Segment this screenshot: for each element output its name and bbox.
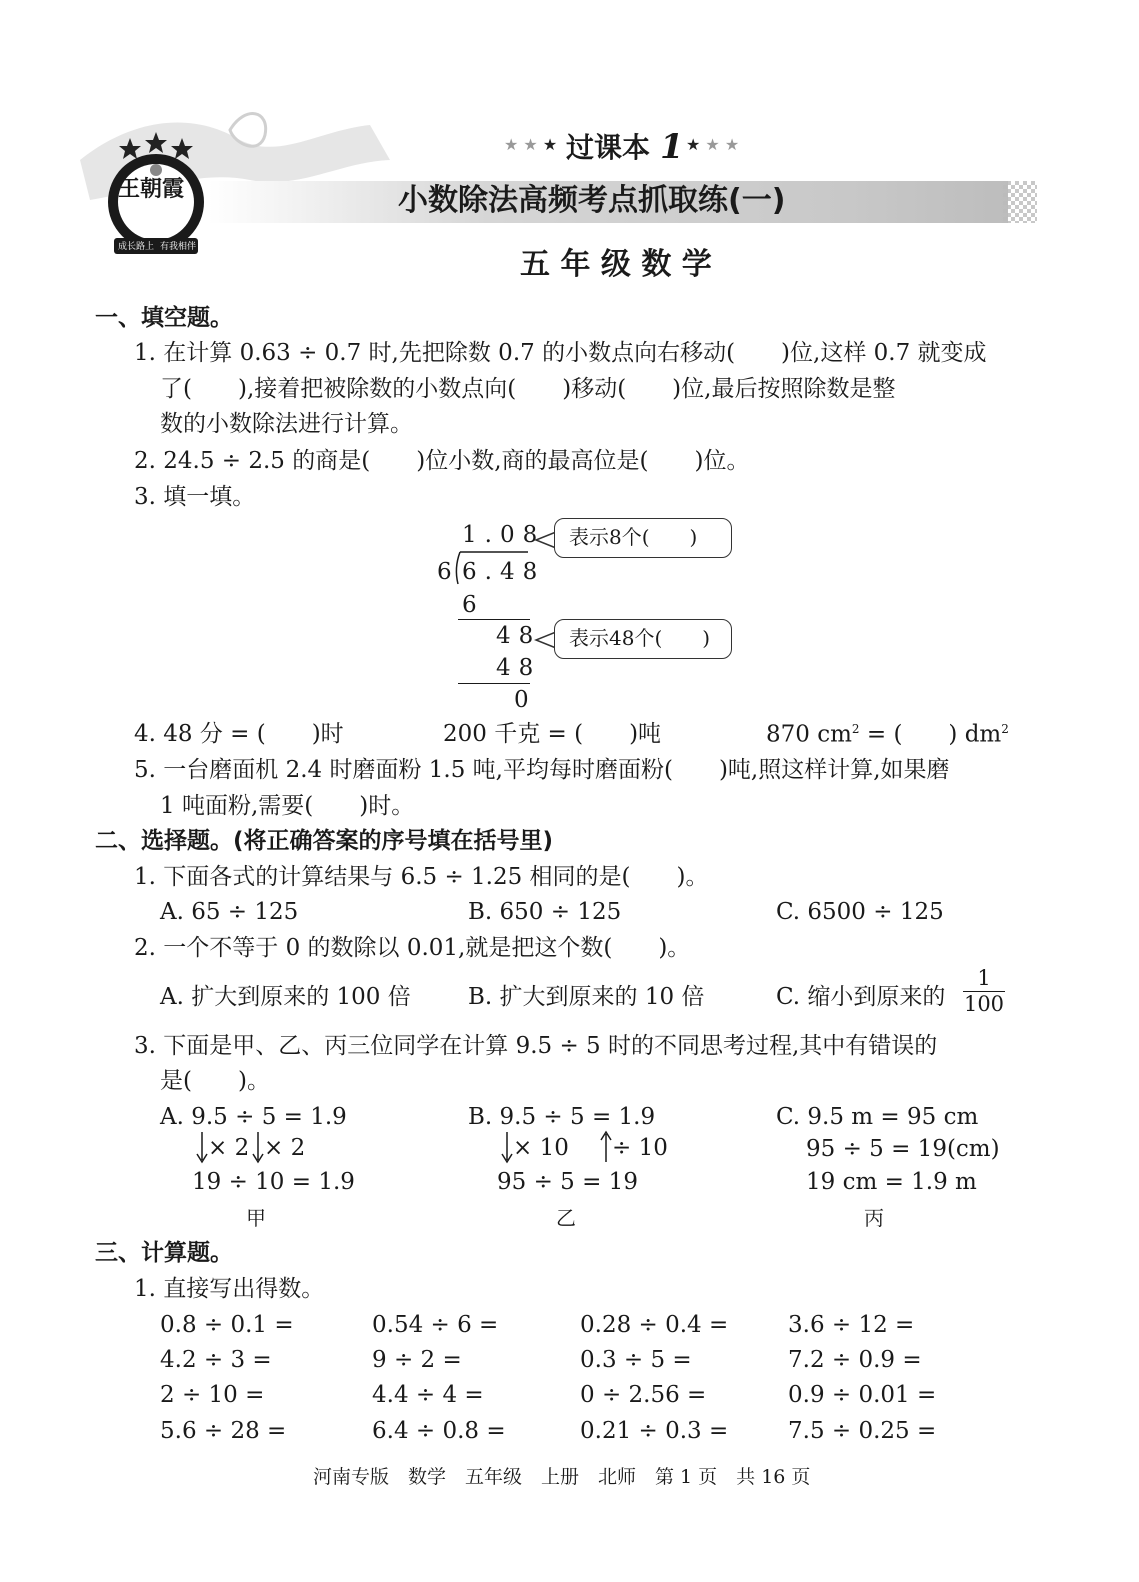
checker-decoration [1003, 181, 1037, 223]
s2-q3-c-line3: 19 cm = 1.9 m [806, 1169, 977, 1195]
s1-q3: 3. 填一填。 [134, 484, 256, 510]
division-remainder: 0 [514, 687, 529, 713]
s2-q1: 1. 下面各式的计算结果与 6.5 ÷ 1.25 相同的是( )。 [134, 864, 709, 890]
s1-q1-line2: 了( ),接着把被除数的小数点向( )移动( )位,最后按照除数是整 [160, 376, 896, 402]
s3-q1: 1. 直接写出得数。 [134, 1276, 325, 1302]
s2-q1-option-c: C. 6500 ÷ 125 [776, 899, 944, 925]
s2-q3-a-name: 甲 [246, 1206, 266, 1230]
page-footer: 河南专版 数学 五年级 上册 北师 第 1 页 共 16 页 [313, 1466, 811, 1488]
division-dividend: 6.48 [462, 559, 546, 585]
s2-q1-option-b: B. 650 ÷ 125 [468, 899, 622, 925]
division-step1: 6 [462, 592, 477, 618]
division-line2 [458, 683, 530, 684]
page-subtitle: 五 年 级 数 学 [520, 247, 712, 282]
s1-q2: 2. 24.5 ÷ 2.5 的商是( )位小数,商的最高位是( )位。 [134, 448, 750, 474]
s2-q2-fraction: $\frac{1}{100}$ [963, 966, 1005, 1016]
s2-q3-line1: 3. 下面是甲、乙、丙三位同学在计算 9.5 ÷ 5 时的不同思考过程,其中有错误的 [134, 1033, 938, 1059]
s2-q2: 2. 一个不等于 0 的数除以 0.01,就是把这个数( )。 [134, 935, 691, 961]
s2-q1-option-a: A. 65 ÷ 125 [160, 899, 299, 925]
s2-q3-a-op1: × 2 [208, 1135, 250, 1161]
division-line1 [458, 619, 530, 620]
section2-heading: 二、选择题。(将正确答案的序号填在括号里) [95, 828, 554, 854]
s2-q2-option-c: C. 缩小到原来的 [776, 984, 946, 1010]
logo-slogan-right: 有我相伴 [160, 242, 197, 252]
s1-q4-c: 870 $cm^2$ = ( ) $dm^2$ [766, 721, 1009, 748]
division-step2: 48 [496, 623, 542, 649]
up-arrow-icon [599, 1130, 613, 1164]
s2-q2-option-a: A. 扩大到原来的 100 倍 [160, 984, 411, 1010]
s1-q1-line1: 1. 在计算 0.63 ÷ 0.7 时,先把除数 0.7 的小数点向右移动( )位,这样 0.7 就变成 [134, 340, 987, 366]
down-arrow-icon [251, 1130, 265, 1164]
calc-item: 9 ÷ 2 = [372, 1347, 462, 1373]
callout-hundredths: 表示48个( ) [554, 619, 732, 659]
s2-q3-a-line3: 19 ÷ 10 = 1.9 [192, 1169, 355, 1195]
s1-q4-a: 4. 48 分 = ( )时 [134, 721, 344, 747]
calc-item: 0 ÷ 2.56 = [580, 1382, 707, 1408]
down-arrow-icon [195, 1130, 209, 1164]
calc-item: 0.21 ÷ 0.3 = [580, 1418, 729, 1444]
callout-tenths: 表示8个( ) [554, 518, 732, 558]
calc-item: 7.2 ÷ 0.9 = [788, 1347, 922, 1373]
s2-q3-c-name: 丙 [864, 1206, 884, 1230]
calc-item: 4.4 ÷ 4 = [372, 1382, 484, 1408]
calc-item: 0.9 ÷ 0.01 = [788, 1382, 937, 1408]
logo-brand-text: 王朝霞 [118, 176, 185, 202]
division-quotient: 1.08 [462, 522, 546, 548]
s2-q3-b-op2: ÷ 10 [612, 1135, 668, 1161]
s2-q3-b-line3: 95 ÷ 5 = 19 [497, 1169, 638, 1195]
calc-item: 0.54 ÷ 6 = [372, 1312, 499, 1338]
s2-q3-a-line1: A. 9.5 ÷ 5 = 1.9 [160, 1104, 347, 1130]
calc-item: 4.2 ÷ 3 = [160, 1347, 272, 1373]
s2-q3-c-line1: C. 9.5 m = 95 cm [776, 1104, 979, 1130]
calc-item: 0.8 ÷ 0.1 = [160, 1312, 294, 1338]
s1-q1-line3: 数的小数除法进行计算。 [160, 411, 413, 437]
s1-q5-line1: 5. 一台磨面机 2.4 时磨面粉 1.5 吨,平均每时磨面粉( )吨,照这样计算,如果磨 [134, 757, 950, 783]
s2-q3-line2: 是( )。 [160, 1068, 270, 1094]
section1-heading: 一、填空题。 [95, 305, 233, 331]
calc-item: 6.4 ÷ 0.8 = [372, 1418, 506, 1444]
calc-item: 0.3 ÷ 5 = [580, 1347, 692, 1373]
page-title: 小数除法高频考点抓取练(一) [398, 183, 786, 218]
s2-q3-a-op2: × 2 [264, 1135, 306, 1161]
s2-q3-b-line1: B. 9.5 ÷ 5 = 1.9 [468, 1104, 656, 1130]
s2-q3-c-line2: 95 ÷ 5 = 19(cm) [806, 1136, 1000, 1162]
series-stars-right: ★ ★ ★ [686, 135, 740, 154]
s2-q3-b-name: 乙 [556, 1206, 576, 1230]
series-number: 1 [660, 127, 684, 167]
calc-item: 5.6 ÷ 28 = [160, 1418, 287, 1444]
s1-q5-line2: 1 吨面粉,需要( )时。 [160, 793, 415, 819]
series-stars-left: ★ ★ ★ [504, 135, 558, 154]
logo-slogan-left: 成长路上 [118, 242, 155, 252]
calc-item: 3.6 ÷ 12 = [788, 1312, 915, 1338]
s2-q2-option-b: B. 扩大到原来的 10 倍 [468, 984, 705, 1010]
s1-q4-b: 200 千克 = ( )吨 [443, 721, 662, 747]
series-label: 过课本 [566, 131, 651, 164]
division-step3: 48 [496, 655, 542, 681]
section3-heading: 三、计算题。 [95, 1240, 233, 1266]
calc-item: 0.28 ÷ 0.4 = [580, 1312, 729, 1338]
calc-item: 2 ÷ 10 = [160, 1382, 265, 1408]
down-arrow-icon [500, 1130, 514, 1164]
s2-q3-b-op1: × 10 [513, 1135, 569, 1161]
division-divisor: 6 [437, 559, 452, 585]
calc-item: 7.5 ÷ 0.25 = [788, 1418, 937, 1444]
